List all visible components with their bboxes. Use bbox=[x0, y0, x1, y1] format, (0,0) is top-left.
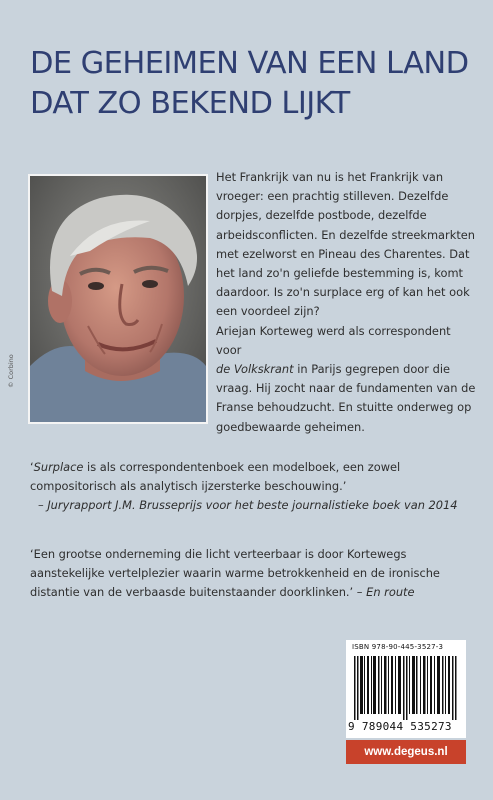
newspaper-name: de Volkskrant bbox=[216, 362, 294, 377]
author-photo bbox=[28, 174, 208, 424]
quote-text: ‘Een grootse onderneming die licht verteerbaar is door Kortewegs bbox=[30, 547, 407, 561]
title-line-1: DE GEHEIMEN VAN EEN LAND bbox=[30, 46, 469, 81]
review-quote-2 bbox=[30, 545, 470, 603]
book-name: Surplace bbox=[33, 460, 84, 474]
barcode-graphic bbox=[354, 656, 458, 720]
blurb-line: Het Frankrijk van nu is het Frankrijk van bbox=[216, 170, 444, 184]
blurb-line: vroeger: een prachtig stilleven. Dezelfde bbox=[216, 189, 449, 204]
book-blurb bbox=[216, 168, 478, 437]
blurb-line: vraag. Hij zocht naar de fundamenten van de bbox=[216, 381, 476, 396]
review-quote-1 bbox=[30, 458, 470, 516]
barcode-panel bbox=[346, 640, 466, 738]
publisher-website-link[interactable]: www.degeus.nl bbox=[346, 740, 466, 764]
book-title bbox=[30, 44, 480, 124]
quote-text: compositorisch als analytisch ijzersterke beschouwing.’ bbox=[30, 479, 347, 494]
quote-text: is als correspondentenboek een modelboek, een zowel bbox=[83, 460, 401, 474]
blurb-line: goedbewaarde geheimen. bbox=[216, 419, 365, 434]
blurb-line: in Parijs gegrepen door die bbox=[293, 362, 450, 377]
photo-credit: © Corbino bbox=[7, 354, 15, 388]
blurb-line: arbeidsconflicten. En dezelfde streekmarkten bbox=[216, 227, 476, 242]
blurb-line: Ariejan Korteweg werd als correspondent voor bbox=[216, 323, 451, 357]
quote-attribution: – Juryrapport J.M. Brusseprijs voor het beste journalistieke boek van 2014 bbox=[38, 498, 458, 513]
blurb-paragraph-1 bbox=[216, 168, 478, 322]
blurb-paragraph-2 bbox=[216, 322, 478, 437]
blurb-line: een voordeel zijn? bbox=[216, 304, 320, 319]
quote-text: aanstekelijke vertelplezier waarin warme betrokkenheid en de ironische bbox=[30, 566, 440, 581]
title-line-2: DAT ZO BEKEND LIJKT bbox=[30, 86, 350, 121]
blurb-line: het land zo'n geliefde bestemming is, komt bbox=[216, 266, 464, 281]
quote-open-mark: ‘ bbox=[30, 460, 34, 474]
blurb-line: met ezelworst en Pineau des Charentes. Dat bbox=[216, 246, 470, 261]
blurb-line: dorpjes, dezelfde postbode, dezelfde bbox=[216, 208, 427, 223]
blurb-line: daardoor. Is zo'n surplace erg of kan het ook bbox=[216, 285, 470, 300]
isbn-number: ISBN 978-90-445-3527-3 bbox=[352, 643, 444, 651]
quote-source: En route bbox=[366, 585, 415, 600]
ean-digits: 9 789044 535273 bbox=[348, 720, 452, 733]
blurb-line: Franse behoudzucht. En stuitte onderweg op bbox=[216, 400, 472, 415]
quote-text: distantie van de verbaasde buitenstaander doorklinken.’ – bbox=[30, 585, 367, 600]
